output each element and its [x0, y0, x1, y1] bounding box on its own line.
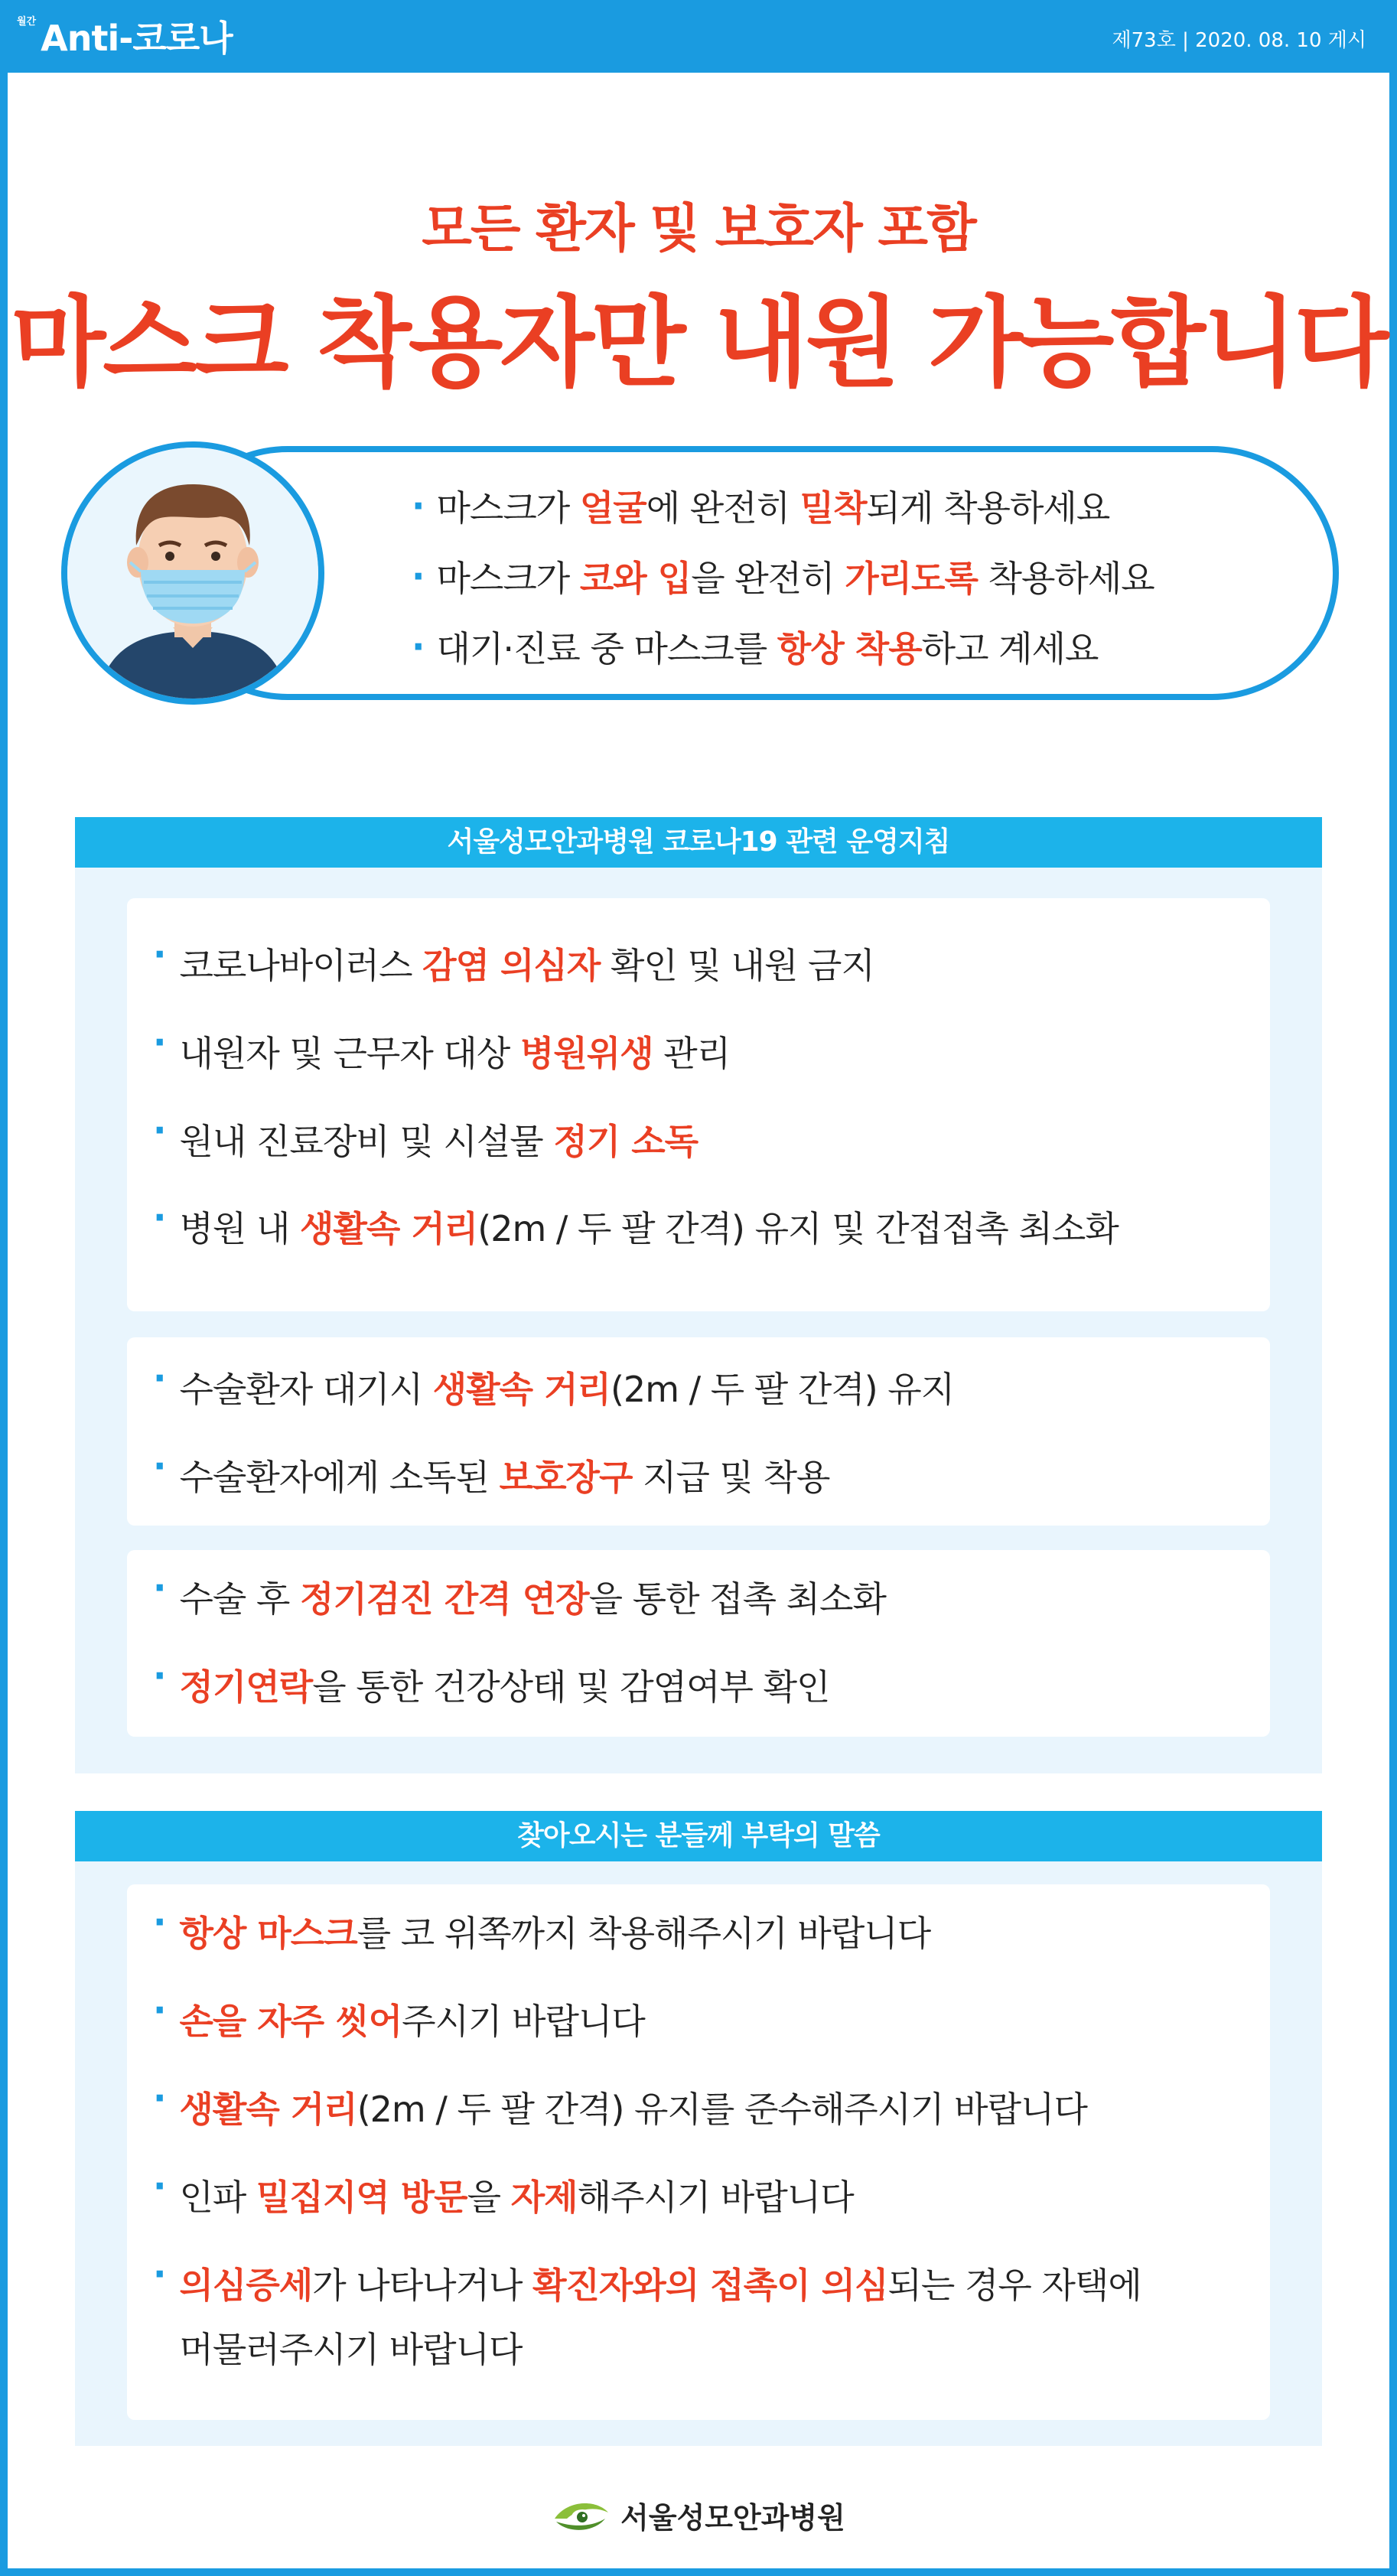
- highlighted-text: 정기 소독: [553, 1121, 698, 1162]
- brand: [17, 11, 233, 61]
- hospital-logo: [8, 2494, 1389, 2536]
- brand-title: Anti-코로나: [41, 18, 233, 59]
- highlighted-text: 손을 자주 씻어: [179, 2001, 402, 2042]
- mask-tips-list: [412, 471, 1154, 682]
- header-bar: [0, 0, 1397, 73]
- bullet-dot: ·: [412, 626, 425, 667]
- visitor-requests-title: 찾아오시는 분들께 부탁의 말씀: [75, 1811, 1322, 1861]
- highlighted-text: 확진자와의 접촉이 의심: [532, 2265, 888, 2306]
- text-segment: 코로나바이러스: [179, 945, 423, 986]
- mask-tip-2: [412, 541, 1154, 611]
- bullet-dot: ·: [153, 1567, 166, 1608]
- text-segment: 가 나타나거나: [312, 2265, 533, 2306]
- text-segment: 확인 및 내원 금지: [600, 945, 874, 986]
- highlighted-text: 항상 착용: [777, 628, 922, 669]
- sub-title: 모든 환자 및 보호자 포함: [422, 199, 975, 259]
- text-segment: 수술 후: [179, 1578, 301, 1620]
- text-segment: 원내 진료장비 및 시설물: [179, 1121, 554, 1162]
- mask-tip-1: [412, 471, 1154, 541]
- masked-person-icon: [61, 441, 324, 705]
- guidelines-card-2: [127, 1337, 1270, 1526]
- highlighted-text: 보호장구: [499, 1457, 633, 1498]
- bullet-dot: ·: [153, 1445, 166, 1487]
- text-segment: 에 완전히: [646, 487, 800, 529]
- bullet-text: [179, 933, 874, 998]
- text-segment: 을: [467, 2177, 511, 2218]
- bullet-text: [179, 1021, 730, 1086]
- eye-leaf-logo-icon: [552, 2496, 611, 2535]
- highlighted-text: 자제: [510, 2177, 578, 2218]
- visitor-requests-section: [75, 1811, 1322, 2446]
- guidelines-card-3: [127, 1550, 1270, 1737]
- text-segment: 지급 및 착용: [632, 1457, 830, 1498]
- guideline-item: [153, 1357, 954, 1422]
- guideline-item: [153, 1567, 886, 1631]
- highlighted-text: 병원위생: [519, 1033, 653, 1074]
- bullet-dot: ·: [153, 2077, 166, 2118]
- guideline-item: [153, 1655, 829, 1719]
- text-segment: 되게 착용하세요: [866, 487, 1110, 529]
- brand-prefix: 월간: [17, 16, 37, 28]
- highlighted-text: 생활속 거리: [432, 1369, 611, 1410]
- bullet-dot: ·: [153, 1901, 166, 1943]
- text-segment: 마스크가: [436, 558, 580, 599]
- main-title: 마스크 착용자만 내원 가능합니다: [11, 286, 1386, 400]
- guidelines-card-1: [127, 898, 1270, 1311]
- bullet-text: [436, 551, 1154, 601]
- bullet-text: [436, 621, 1098, 672]
- guideline-item: [153, 1197, 1119, 1261]
- text-segment: 내원자 및 근무자 대상: [179, 1033, 520, 1074]
- highlighted-text: 코와 입: [579, 558, 692, 599]
- poster-body: [8, 73, 1389, 2568]
- text-segment: 해주시기 바랍니다: [577, 2177, 854, 2218]
- text-segment: 을 통한 건강상태 및 감염여부 확인: [312, 1666, 830, 1708]
- bullet-text: [179, 1357, 954, 1422]
- highlighted-text: 항상 마스크: [179, 1913, 357, 1954]
- text-segment: 관리: [653, 1033, 731, 1074]
- text-segment: 수술환자에게 소독된: [179, 1457, 500, 1498]
- guideline-item: [153, 1021, 730, 1086]
- bullet-text: [436, 480, 1109, 531]
- highlighted-text: 정기연락: [179, 1666, 313, 1708]
- bullet-text: [179, 1197, 1118, 1261]
- bullet-dot: ·: [153, 933, 166, 975]
- bullet-text: [179, 2077, 1086, 2141]
- text-segment: 하고 계세요: [921, 628, 1099, 669]
- guideline-item: [153, 1109, 698, 1174]
- text-segment: 주시기 바랍니다: [402, 2001, 645, 2042]
- bullet-text: [179, 1901, 930, 1965]
- mask-tip-3: [412, 611, 1154, 682]
- masked-person-illustration: [67, 448, 318, 699]
- highlighted-text: 가리도록: [845, 558, 978, 599]
- request-item: [153, 1989, 645, 2053]
- issue-info: 제73호 | 2020. 08. 10 게시: [1112, 29, 1366, 52]
- text-segment: (2m / 두 팔 간격) 유지를 준수해주시기 바랍니다: [357, 2089, 1087, 2130]
- text-segment: 착용하세요: [977, 558, 1154, 599]
- highlighted-text: 감염 의심자: [422, 945, 601, 986]
- bullet-dot: ·: [153, 2165, 166, 2206]
- text-segment: 대기·진료 중 마스크를: [436, 628, 777, 669]
- text-segment: (2m / 두 팔 간격) 유지: [610, 1369, 955, 1410]
- highlighted-text: 밀착: [799, 487, 867, 529]
- request-item: [153, 2165, 854, 2229]
- text-segment: 를 코 위쪽까지 착용해주시기 바랍니다: [357, 1913, 931, 1954]
- bullet-dot: ·: [153, 1357, 166, 1399]
- bullet-text: [179, 1989, 644, 2053]
- text-segment: 을 통한 접촉 최소화: [588, 1578, 886, 1620]
- bullet-text: [179, 1109, 698, 1174]
- text-segment: (2m / 두 팔 간격) 유지 및 간접접촉 최소화: [477, 1208, 1119, 1249]
- bullet-dot: ·: [153, 1655, 166, 1696]
- bullet-dot: ·: [153, 2253, 166, 2294]
- bullet-text: [179, 1445, 829, 1509]
- operation-guidelines-section: [75, 817, 1322, 1773]
- text-segment: 을 완전히: [691, 558, 845, 599]
- text-segment: 병원 내: [179, 1208, 301, 1249]
- operation-guidelines-title: 서울성모안과병원 코로나19 관련 운영지침: [75, 817, 1322, 868]
- visitor-requests-card: [127, 1884, 1270, 2420]
- bullet-dot: ·: [153, 1989, 166, 2031]
- bullet-dot: ·: [153, 1109, 166, 1151]
- text-segment: 되는 경우 자택에 머물러주시기 바랍니다: [179, 2265, 1141, 2370]
- text-segment: 수술환자 대기시: [179, 1369, 433, 1410]
- highlighted-text: 밀집지역 방문: [256, 2177, 467, 2218]
- bullet-text: [179, 1567, 885, 1631]
- bullet-dot: ·: [412, 485, 425, 526]
- bullet-dot: ·: [412, 555, 425, 597]
- guideline-item: [153, 933, 874, 998]
- request-item: [153, 2077, 1087, 2141]
- highlighted-text: 정기검진 간격 연장: [300, 1578, 589, 1620]
- bullet-text: [179, 2253, 1141, 2382]
- highlighted-text: 얼굴: [579, 487, 646, 529]
- text-segment: 마스크가: [436, 487, 580, 529]
- highlighted-text: 의심증세: [179, 2265, 313, 2306]
- request-item: [153, 1901, 930, 1965]
- highlighted-text: 생활속 거리: [300, 1208, 478, 1249]
- bullet-text: [179, 2165, 853, 2229]
- highlighted-text: 생활속 거리: [179, 2089, 357, 2130]
- bullet-text: [179, 1655, 829, 1719]
- text-segment: 인파: [179, 2177, 256, 2218]
- bullet-dot: ·: [153, 1197, 166, 1238]
- guideline-item: [153, 1445, 829, 1509]
- hospital-name: 서울성모안과병원: [620, 2500, 845, 2535]
- bullet-dot: ·: [153, 1021, 166, 1063]
- request-item: [153, 2253, 1141, 2382]
